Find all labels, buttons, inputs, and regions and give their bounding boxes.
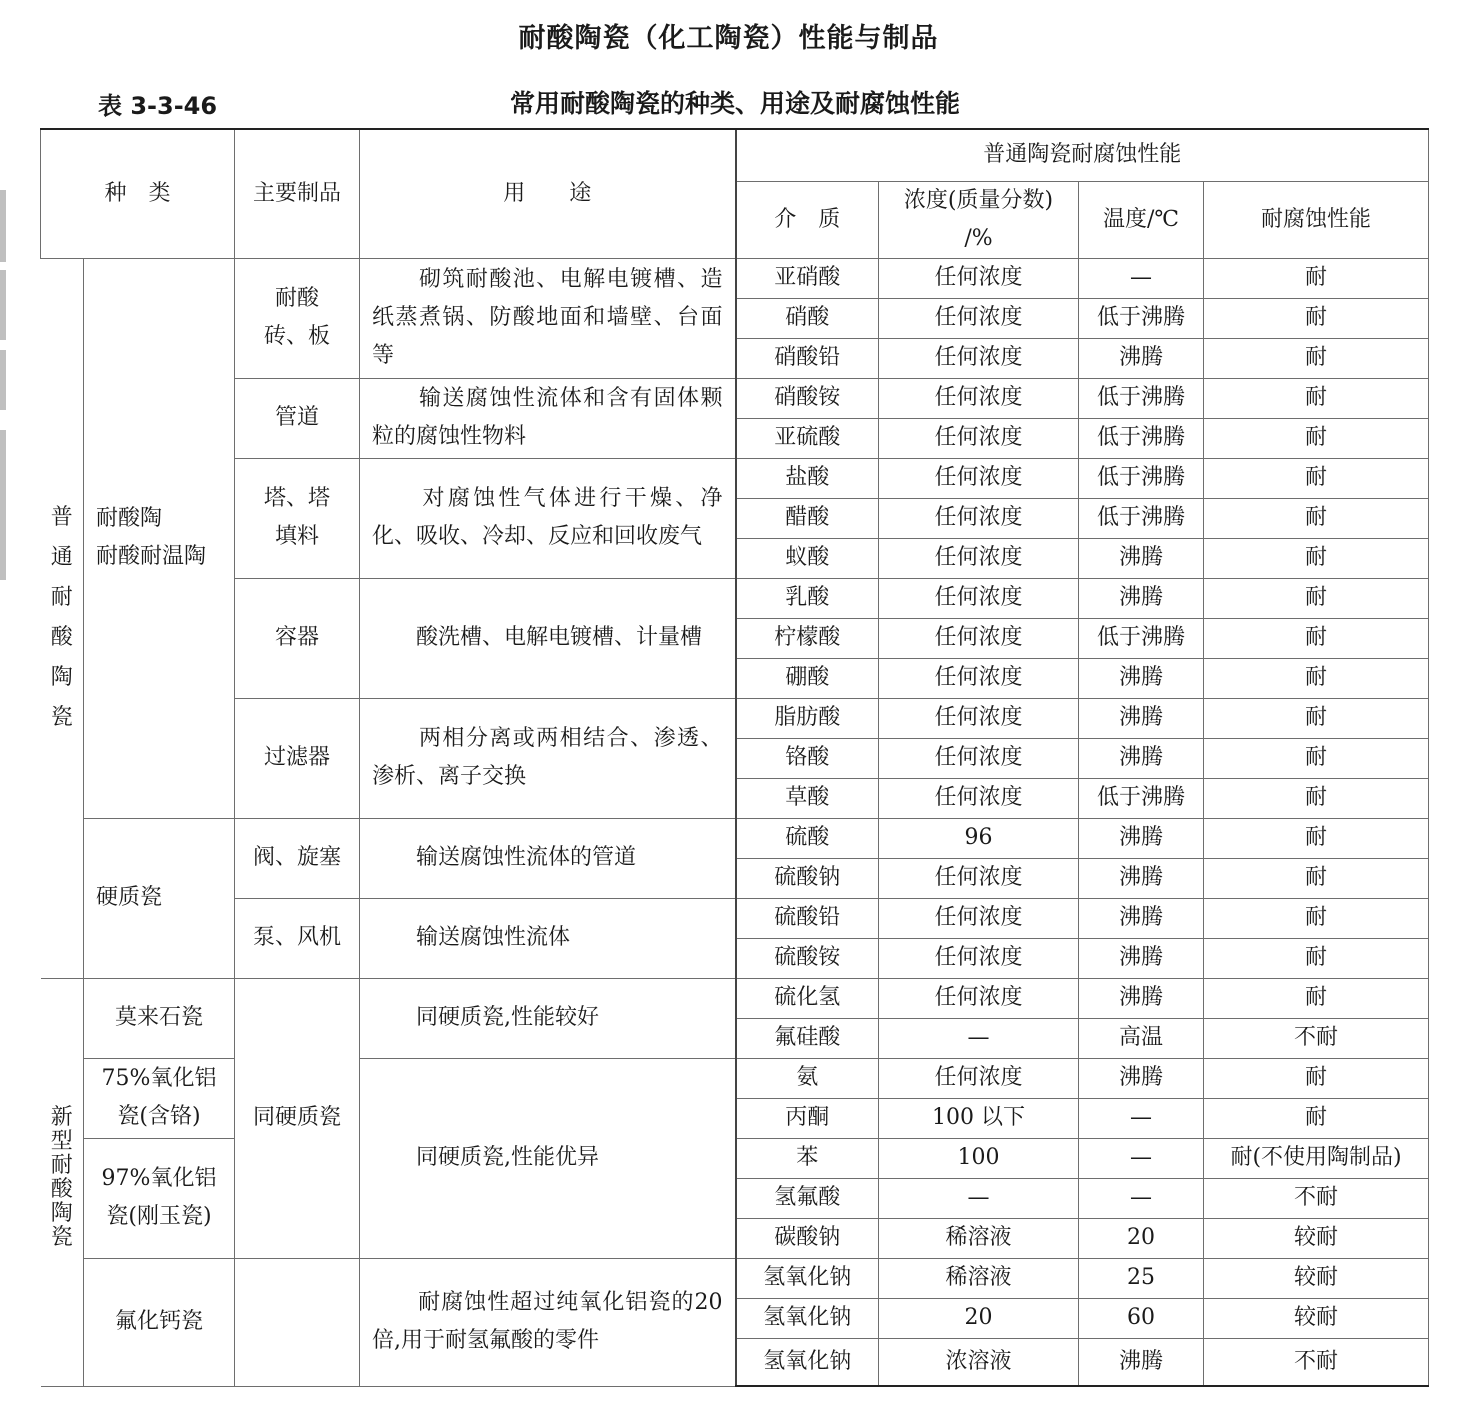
concentration-cell: 任何浓度 [879, 338, 1079, 378]
medium-cell: 硫酸铅 [736, 898, 879, 938]
resistance-cell: 耐 [1204, 778, 1429, 818]
resistance-cell: 较耐 [1204, 1298, 1429, 1338]
concentration-cell: 任何浓度 [879, 1058, 1079, 1098]
header-category: 种 类 [41, 129, 235, 258]
alumina97-line1: 97%氧化铝 [101, 1166, 217, 1191]
product-same-as-hard: 同硬质瓷 [235, 978, 360, 1258]
concentration-cell: — [879, 1018, 1079, 1058]
resistance-cell: 耐 [1204, 1098, 1429, 1138]
resistance-cell: 较耐 [1204, 1218, 1429, 1258]
temperature-cell: — [1079, 1098, 1204, 1138]
temperature-cell: 沸腾 [1079, 658, 1204, 698]
resistance-cell: 耐 [1204, 378, 1429, 418]
concentration-cell: 任何浓度 [879, 378, 1079, 418]
concentration-cell: 任何浓度 [879, 698, 1079, 738]
product-pipe: 管道 [235, 378, 360, 458]
temperature-cell: 沸腾 [1079, 1338, 1204, 1386]
header-medium: 介 质 [736, 181, 879, 258]
use-mullite: 同硬质瓷,性能较好 [360, 978, 736, 1058]
use-brick: 砌筑耐酸池、电解电镀槽、造纸蒸煮锅、防酸地面和墙壁、台面等 [360, 258, 736, 378]
medium-cell: 盐酸 [736, 458, 879, 498]
concentration-cell: 100 以下 [879, 1098, 1079, 1138]
resistance-cell: 耐 [1204, 858, 1429, 898]
concentration-cell: 任何浓度 [879, 458, 1079, 498]
resistance-cell: 不耐 [1204, 1338, 1429, 1386]
subcategory-hard-porcelain: 硬质瓷 [84, 818, 235, 978]
temperature-cell: 低于沸腾 [1079, 378, 1204, 418]
scan-edge-strip [0, 270, 6, 340]
use-filter: 两相分离或两相结合、渗透、渗析、离子交换 [360, 698, 736, 818]
product-tower-line2: 填料 [275, 524, 320, 549]
concentration-cell: 任何浓度 [879, 498, 1079, 538]
product-brick [235, 258, 360, 378]
resistance-cell: 耐 [1204, 498, 1429, 538]
temperature-cell: 沸腾 [1079, 978, 1204, 1018]
medium-cell: 碳酸钠 [736, 1218, 879, 1258]
corrosion-table [40, 128, 1429, 1387]
resistance-cell: 耐 [1204, 618, 1429, 658]
medium-cell: 氢氧化钠 [736, 1338, 879, 1386]
concentration-cell: 任何浓度 [879, 658, 1079, 698]
medium-cell: 柠檬酸 [736, 618, 879, 658]
medium-cell: 氢氧化钠 [736, 1298, 879, 1338]
resistance-cell: 耐 [1204, 298, 1429, 338]
concentration-cell: 任何浓度 [879, 258, 1079, 298]
resistance-cell: 耐 [1204, 1058, 1429, 1098]
concentration-cell: 任何浓度 [879, 858, 1079, 898]
medium-cell: 硝酸铵 [736, 378, 879, 418]
temperature-cell: — [1079, 1138, 1204, 1178]
alumina75-line2: 瓷(含铬) [117, 1104, 201, 1129]
table-caption: 常用耐酸陶瓷的种类、用途及耐腐蚀性能 [509, 89, 960, 118]
concentration-cell: 任何浓度 [879, 778, 1079, 818]
temperature-cell: 沸腾 [1079, 698, 1204, 738]
use-pipe: 输送腐蚀性流体和含有固体颗粒的腐蚀性物料 [360, 378, 736, 458]
scan-edge-strip [0, 430, 6, 580]
use-tower: 对腐蚀性气体进行干燥、净化、吸收、冷却、反应和回收废气 [360, 458, 736, 578]
resistance-cell: 较耐 [1204, 1258, 1429, 1298]
product-tower [235, 458, 360, 578]
temperature-cell: 沸腾 [1079, 338, 1204, 378]
resistance-cell: 耐(不使用陶制品) [1204, 1138, 1429, 1178]
medium-cell: 氢氟酸 [736, 1178, 879, 1218]
header-concentration [879, 181, 1079, 258]
temperature-cell: 沸腾 [1079, 1058, 1204, 1098]
resistance-cell: 耐 [1204, 458, 1429, 498]
subcategory-fluorite: 氟化钙瓷 [84, 1258, 235, 1386]
medium-cell: 硫化氢 [736, 978, 879, 1018]
header-resistance: 耐腐蚀性能 [1204, 181, 1429, 258]
resistance-cell: 耐 [1204, 938, 1429, 978]
resistance-cell: 不耐 [1204, 1018, 1429, 1058]
resistance-cell: 耐 [1204, 658, 1429, 698]
resistance-cell: 耐 [1204, 698, 1429, 738]
table-number: 表 3-3-46 [98, 92, 218, 120]
medium-cell: 氟硅酸 [736, 1018, 879, 1058]
use-pump: 输送腐蚀性流体 [360, 898, 736, 978]
use-fluorite: 耐腐蚀性超过纯氧化铝瓷的20倍,用于耐氢氟酸的零件 [360, 1258, 736, 1386]
temperature-cell: 沸腾 [1079, 938, 1204, 978]
concentration-cell: 稀溶液 [879, 1218, 1079, 1258]
medium-cell: 硝酸 [736, 298, 879, 338]
medium-cell: 醋酸 [736, 498, 879, 538]
alumina75-line1: 75%氧化铝 [101, 1066, 217, 1091]
temperature-cell: 低于沸腾 [1079, 458, 1204, 498]
temperature-cell: 低于沸腾 [1079, 618, 1204, 658]
product-valve: 阀、旋塞 [235, 818, 360, 898]
concentration-cell: 任何浓度 [879, 578, 1079, 618]
temperature-cell: 高温 [1079, 1018, 1204, 1058]
resistance-cell: 耐 [1204, 538, 1429, 578]
medium-cell: 硫酸钠 [736, 858, 879, 898]
category-ordinary-label: 普通耐酸陶瓷 [50, 505, 73, 730]
concentration-cell: 任何浓度 [879, 538, 1079, 578]
resistance-cell: 耐 [1204, 738, 1429, 778]
category-new-type [41, 978, 84, 1386]
medium-cell: 苯 [736, 1138, 879, 1178]
resistance-cell: 耐 [1204, 418, 1429, 458]
product-tower-line1: 塔、塔 [264, 486, 331, 511]
product-brick-line1: 耐酸 [275, 286, 320, 311]
header-use: 用 途 [360, 129, 736, 258]
product-container: 容器 [235, 578, 360, 698]
temperature-cell: — [1079, 1178, 1204, 1218]
medium-cell: 乳酸 [736, 578, 879, 618]
medium-cell: 蚁酸 [736, 538, 879, 578]
product-filter: 过滤器 [235, 698, 360, 818]
medium-cell: 丙酮 [736, 1098, 879, 1138]
temperature-cell: 低于沸腾 [1079, 418, 1204, 458]
temperature-cell: 沸腾 [1079, 738, 1204, 778]
category-ordinary [41, 258, 84, 978]
medium-cell: 铬酸 [736, 738, 879, 778]
medium-cell: 脂肪酸 [736, 698, 879, 738]
resistance-cell: 耐 [1204, 978, 1429, 1018]
use-alumina: 同硬质瓷,性能优异 [360, 1058, 736, 1258]
concentration-cell: 任何浓度 [879, 898, 1079, 938]
medium-cell: 亚硫酸 [736, 418, 879, 458]
temperature-cell: — [1079, 258, 1204, 298]
medium-cell: 硫酸 [736, 818, 879, 858]
temperature-cell: 25 [1079, 1258, 1204, 1298]
medium-cell: 氨 [736, 1058, 879, 1098]
subcategory-alumina-75 [84, 1058, 235, 1138]
header-group: 普通陶瓷耐腐蚀性能 [736, 129, 1429, 181]
resistance-cell: 耐 [1204, 818, 1429, 858]
concentration-cell: 稀溶液 [879, 1258, 1079, 1298]
page-title: 耐酸陶瓷（化工陶瓷）性能与制品 [518, 23, 939, 54]
subcategory-acid-pottery [84, 258, 235, 818]
concentration-cell: — [879, 1178, 1079, 1218]
medium-cell: 硝酸铅 [736, 338, 879, 378]
product-fluorite-empty [235, 1258, 360, 1386]
temperature-cell: 沸腾 [1079, 578, 1204, 618]
concentration-cell: 任何浓度 [879, 618, 1079, 658]
acid-pottery-line1: 耐酸陶 [96, 506, 163, 531]
category-new-type-label: 新型耐酸陶瓷 [50, 1105, 73, 1250]
temperature-cell: 低于沸腾 [1079, 498, 1204, 538]
acid-pottery-line2: 耐酸耐温陶 [96, 544, 207, 569]
temperature-cell: 沸腾 [1079, 858, 1204, 898]
subcategory-mullite: 莫来石瓷 [84, 978, 235, 1058]
medium-cell: 亚硝酸 [736, 258, 879, 298]
medium-cell: 草酸 [736, 778, 879, 818]
resistance-cell: 耐 [1204, 898, 1429, 938]
header-concentration-line1: 浓度(质量分数) [903, 187, 1054, 213]
temperature-cell: 低于沸腾 [1079, 298, 1204, 338]
use-container: 酸洗槽、电解电镀槽、计量槽 [360, 578, 736, 698]
scan-edge-strip [0, 350, 6, 410]
concentration-cell: 任何浓度 [879, 298, 1079, 338]
medium-cell: 硫酸铵 [736, 938, 879, 978]
temperature-cell: 60 [1079, 1298, 1204, 1338]
temperature-cell: 20 [1079, 1218, 1204, 1258]
resistance-cell: 不耐 [1204, 1178, 1429, 1218]
temperature-cell: 沸腾 [1079, 818, 1204, 858]
medium-cell: 硼酸 [736, 658, 879, 698]
alumina97-line2: 瓷(刚玉瓷) [106, 1204, 212, 1229]
concentration-cell: 96 [879, 818, 1079, 858]
concentration-cell: 浓溶液 [879, 1338, 1079, 1386]
concentration-cell: 20 [879, 1298, 1079, 1338]
header-concentration-line2: /% [964, 225, 993, 251]
temperature-cell: 沸腾 [1079, 538, 1204, 578]
temperature-cell: 低于沸腾 [1079, 778, 1204, 818]
use-valve: 输送腐蚀性流体的管道 [360, 818, 736, 898]
temperature-cell: 沸腾 [1079, 898, 1204, 938]
concentration-cell: 任何浓度 [879, 938, 1079, 978]
scan-edge-strip [0, 190, 6, 262]
concentration-cell: 任何浓度 [879, 978, 1079, 1018]
concentration-cell: 任何浓度 [879, 418, 1079, 458]
header-product: 主要制品 [235, 129, 360, 258]
product-brick-line2: 砖、板 [264, 324, 331, 349]
medium-cell: 氢氧化钠 [736, 1258, 879, 1298]
subcategory-alumina-97 [84, 1138, 235, 1258]
resistance-cell: 耐 [1204, 338, 1429, 378]
product-pump: 泵、风机 [235, 898, 360, 978]
concentration-cell: 任何浓度 [879, 738, 1079, 778]
resistance-cell: 耐 [1204, 258, 1429, 298]
concentration-cell: 100 [879, 1138, 1079, 1178]
header-temperature: 温度/℃ [1079, 181, 1204, 258]
resistance-cell: 耐 [1204, 578, 1429, 618]
